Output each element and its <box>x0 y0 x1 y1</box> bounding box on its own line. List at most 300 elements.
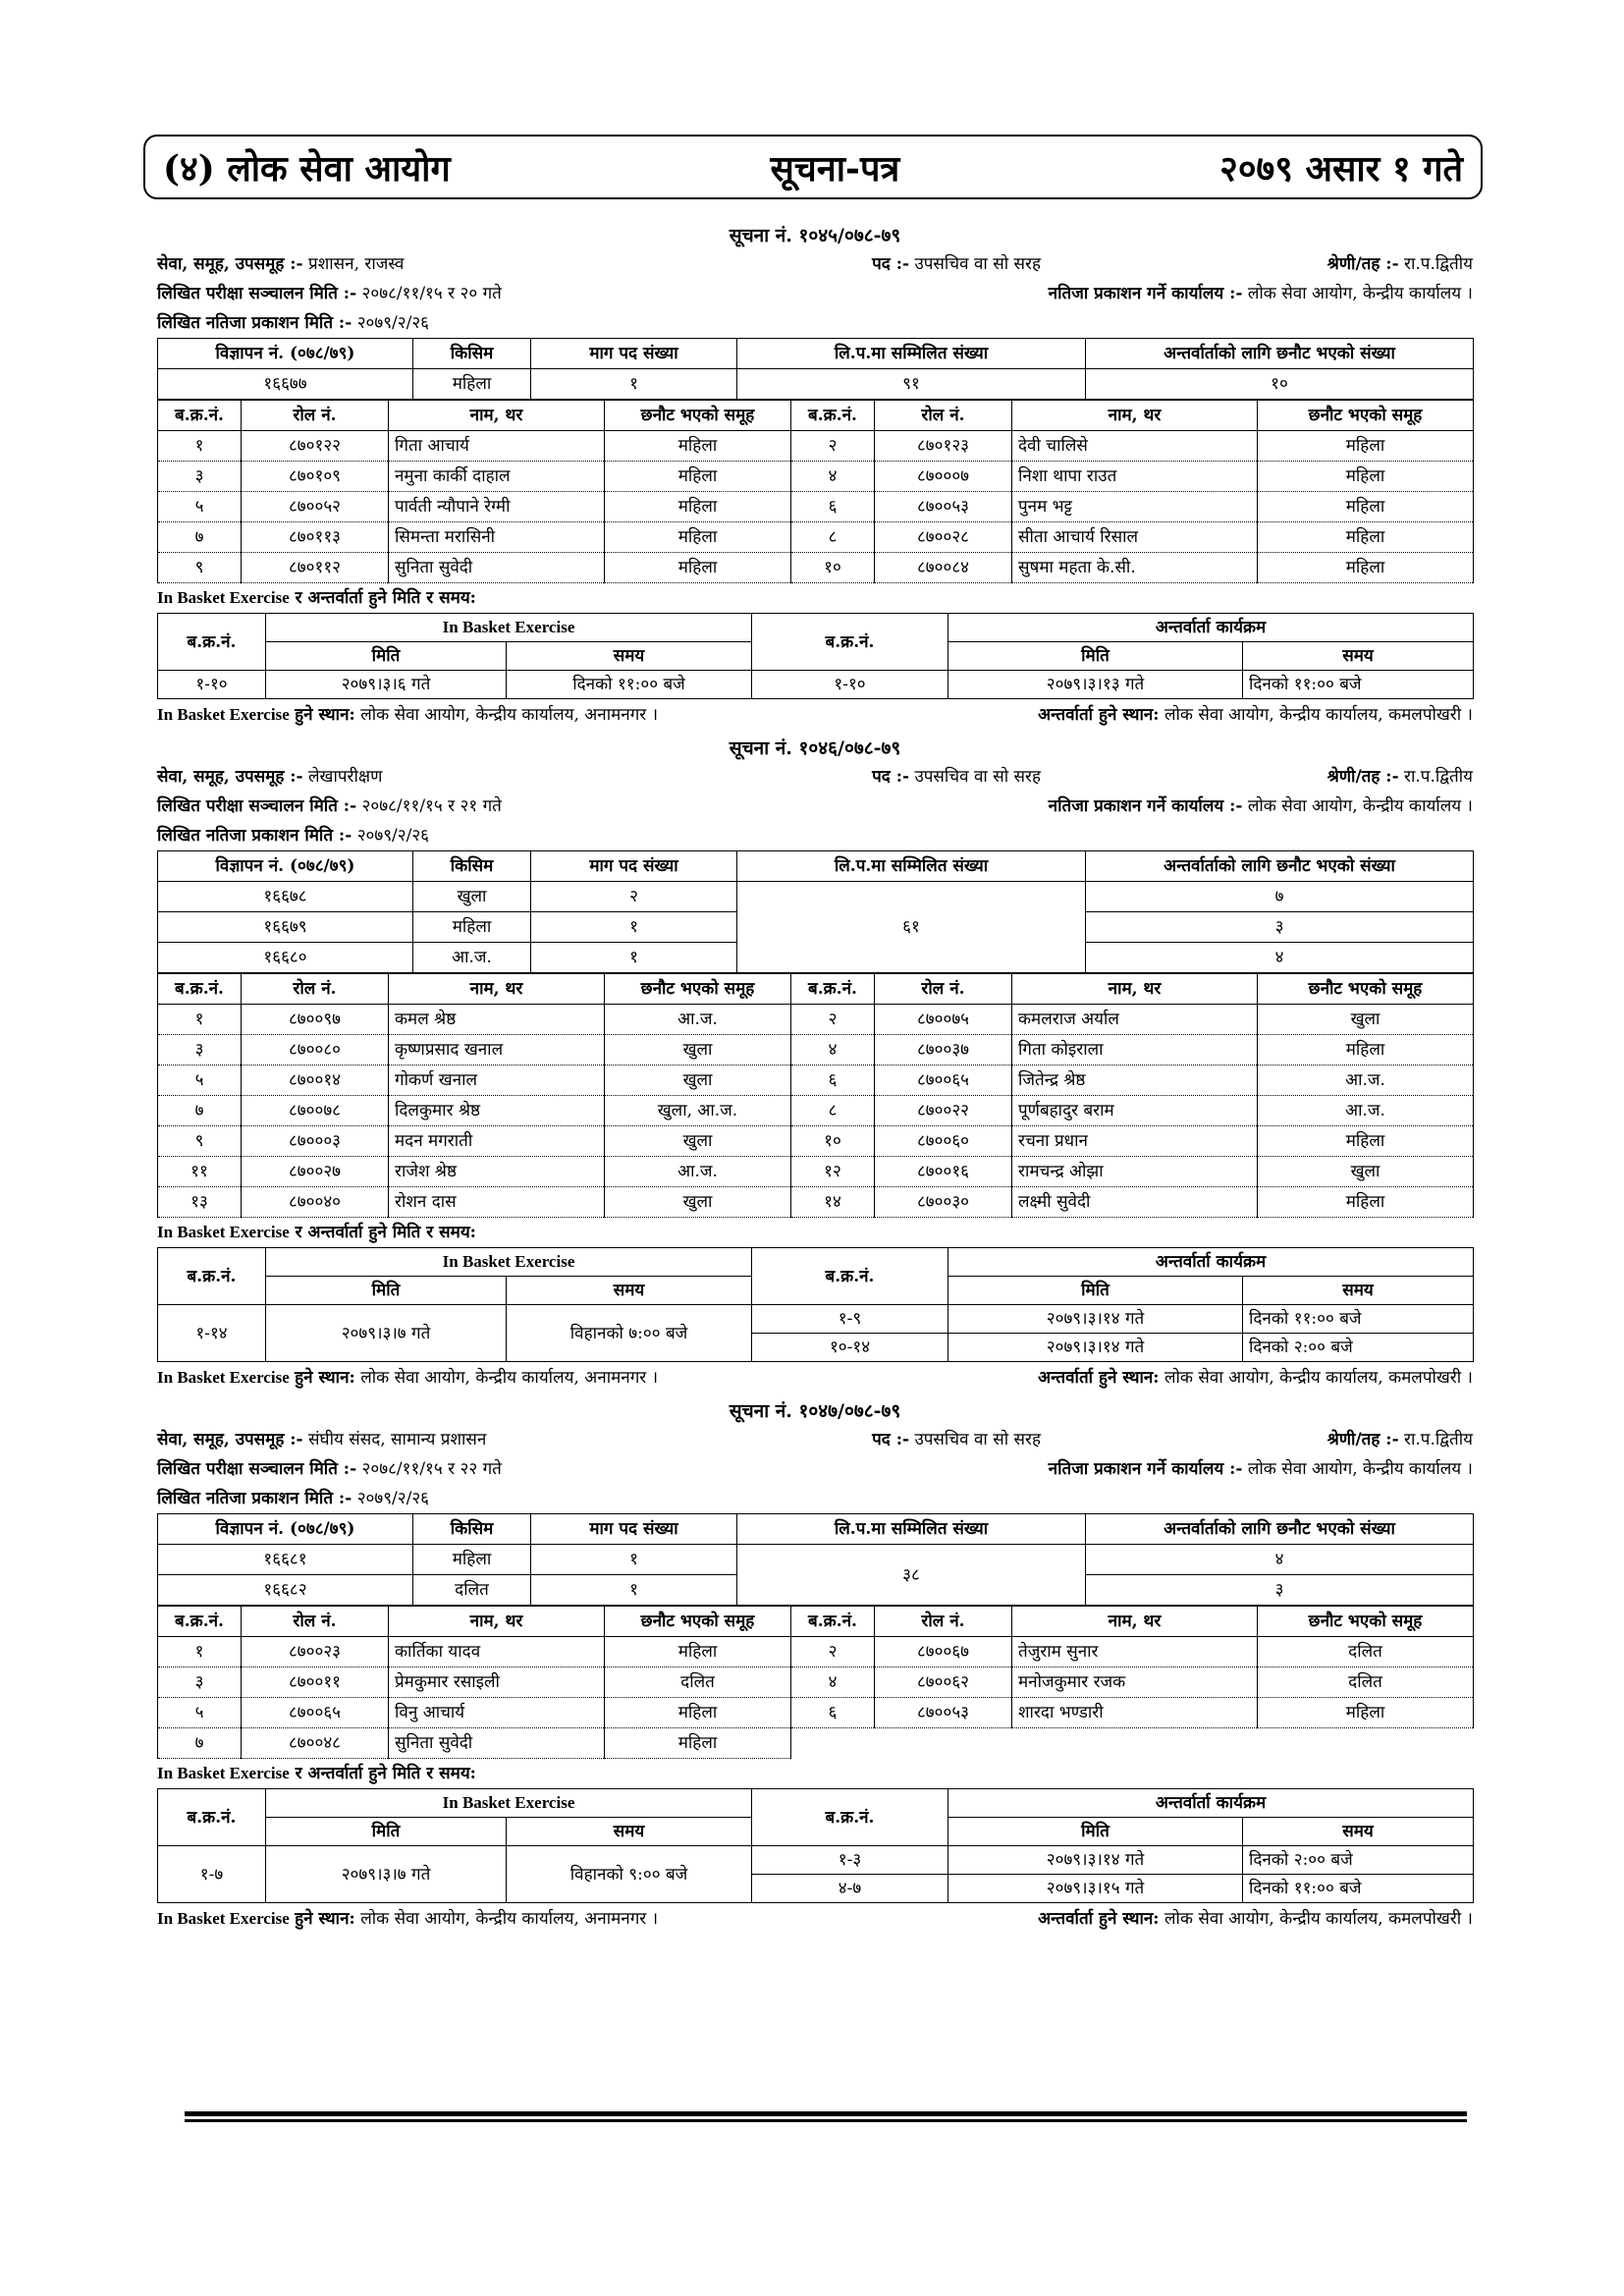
ibe-venue-value: लोक सेवा आयोग, केन्द्रीय कार्यालय, अनामनगर । <box>360 1368 659 1388</box>
schedule-heading-np: र अन्तर्वार्ता हुने मिति र समय: <box>295 588 476 608</box>
sn-col-header: ब.क्र.नं. <box>791 1607 875 1637</box>
candidate-name: प्रेमकुमार रसाइली <box>389 1667 605 1698</box>
footer-rule <box>185 2111 1467 2116</box>
candidate-sn: ७ <box>158 1728 242 1759</box>
selected-count: ७ <box>1086 882 1474 912</box>
candidate-sn: १ <box>158 431 242 462</box>
schedule-table <box>157 613 1474 699</box>
exam-row <box>157 279 1473 308</box>
notice <box>157 222 1473 731</box>
ibe-time-header: समय <box>507 1818 752 1846</box>
candidate-sn: ५ <box>158 492 242 522</box>
candidate-group: खुला <box>605 1187 791 1218</box>
ad-number: १६६७८ <box>158 882 413 912</box>
candidate-name: रोशन दास <box>389 1187 605 1218</box>
candidate-name: मनोजकुमार रजक <box>1012 1667 1258 1698</box>
selected-col-header: अन्तर्वार्ताको लागि छनौट भएको संख्या <box>1086 851 1474 882</box>
candidate-name: नमुना कार्की दाहाल <box>389 462 605 492</box>
interview-sn: १०-१४ <box>752 1334 948 1362</box>
schedule-heading-en: In Basket Exercise <box>157 1764 290 1782</box>
ibe-venue-label-en: In Basket Exercise <box>157 1909 290 1928</box>
ibe-sn: १-१० <box>158 671 266 699</box>
ad-number: १६६८० <box>158 943 413 973</box>
included-col-header: लि.प.मा सम्मिलित संख्या <box>737 1514 1086 1545</box>
name-col-header: नाम, थर <box>389 401 605 431</box>
office-value: लोक सेवा आयोग, केन्द्रीय कार्यालय । <box>1247 284 1473 303</box>
interview-time: दिनको ११:०० बजे <box>1243 1305 1474 1334</box>
ibe-venue-label-np: हुने स्थान: <box>295 1909 355 1929</box>
candidate-group: महिला <box>1258 492 1474 522</box>
roll-col-header: रोल नं. <box>875 401 1012 431</box>
result-date-label: लिखित नतिजा प्रकाशन मिति :- <box>157 1489 352 1508</box>
candidate-roll: ८७००१४ <box>242 1066 389 1096</box>
included-count: ३८ <box>737 1545 1086 1606</box>
included-count: ६१ <box>737 882 1086 973</box>
group-col-header: छनौट भएको समूह <box>605 401 791 431</box>
service-cell <box>157 762 668 792</box>
table-row <box>158 1187 1474 1218</box>
type-col-header: किसिम <box>413 1514 531 1545</box>
candidate-group: खुला <box>605 1126 791 1157</box>
service-value: लेखापरीक्षण <box>308 767 383 787</box>
ad-row <box>158 1545 1474 1575</box>
notice-number: सूचना नं. १०४६/०७८-७९ <box>729 738 901 759</box>
candidate-roll: ८७०१०९ <box>242 462 389 492</box>
candidate-table <box>157 973 1474 1218</box>
exam-date-cell <box>157 1454 502 1484</box>
selected-col-header: अन्तर्वार्ताको लागि छनौट भएको संख्या <box>1086 1514 1474 1545</box>
candidate-roll: ८७००६५ <box>875 1066 1012 1096</box>
candidate-name: कमल श्रेष्ठ <box>389 1005 605 1035</box>
exam-date-value: २०७८/११/१५ र २२ गते <box>361 1459 502 1479</box>
post-label: पद :- <box>872 254 910 274</box>
result-date-row <box>157 308 1473 338</box>
interview-time: दिनको २:०० बजे <box>1243 1334 1474 1362</box>
table-row <box>158 1667 1474 1698</box>
notices-container <box>157 222 1473 1939</box>
post-cell <box>668 1425 1100 1454</box>
interview-sn: १-९ <box>752 1305 948 1334</box>
candidate-group: महिला <box>605 1728 791 1759</box>
candidate-group: आ.ज. <box>1258 1066 1474 1096</box>
interview-sn: १-१० <box>752 671 948 699</box>
candidate-name: विनु आचार्य <box>389 1698 605 1728</box>
candidate-sn: ६ <box>791 1698 875 1728</box>
int-sn-header: ब.क्र.नं. <box>752 1789 948 1846</box>
table-row <box>158 1157 1474 1187</box>
candidate-roll: ८७०११३ <box>242 522 389 553</box>
candidate-sn: १० <box>791 553 875 583</box>
interview-date: २०७९।३।१४ गते <box>948 1305 1243 1334</box>
schedule-heading <box>157 1218 1473 1247</box>
ibe-date: २०७९।३।७ गते <box>266 1846 507 1903</box>
table-row <box>158 1066 1474 1096</box>
exam-date-value: २०७८/११/१५ र २० गते <box>361 284 502 303</box>
post-value: उपसचिव वा सो सरह <box>914 1430 1041 1449</box>
candidate-roll: ८७००४० <box>242 1187 389 1218</box>
candidate-name: शारदा भण्डारी <box>1012 1698 1258 1728</box>
ibe-header: In Basket Exercise <box>266 1248 752 1277</box>
candidate-header-row <box>158 401 1474 431</box>
ibe-sn: १-७ <box>158 1846 266 1903</box>
ibe-sn: १-१४ <box>158 1305 266 1362</box>
candidate-name: सीता आचार्य रिसाल <box>1012 522 1258 553</box>
office-value: लोक सेवा आयोग, केन्द्रीय कार्यालय । <box>1247 796 1473 816</box>
result-date-row <box>157 1484 1473 1513</box>
service-row <box>157 249 1473 279</box>
level-value: रा.प.द्वितीय <box>1404 1430 1473 1449</box>
candidate-name: कमलराज अर्याल <box>1012 1005 1258 1035</box>
post-cell <box>668 762 1100 792</box>
level-cell <box>1100 1425 1473 1454</box>
header-left: (४) लोक सेवा आयोग <box>163 147 451 190</box>
ibe-date: २०७९।३।६ गते <box>266 671 507 699</box>
candidate-name: पार्वती न्यौपाने रेग्मी <box>389 492 605 522</box>
candidate-name: पुनम भट्ट <box>1012 492 1258 522</box>
ibe-venue <box>157 699 658 731</box>
schedule-header-row <box>158 1789 1474 1818</box>
candidate-group: महिला <box>1258 1126 1474 1157</box>
candidate-roll: ८७०११२ <box>242 553 389 583</box>
ad-header-row <box>158 1514 1474 1545</box>
service-value: प्रशासन, राजस्व <box>308 254 405 274</box>
service-cell <box>157 249 668 279</box>
candidate-group: खुला, आ.ज. <box>605 1096 791 1126</box>
int-date-header: मिति <box>948 1818 1243 1846</box>
candidate-roll: ८७०१२२ <box>242 431 389 462</box>
candidate-sn: ४ <box>791 462 875 492</box>
result-date-label: लिखित नतिजा प्रकाशन मिति :- <box>157 313 352 333</box>
candidate-group: महिला <box>605 522 791 553</box>
schedule-table <box>157 1788 1474 1903</box>
candidate-name: पूर्णबहादुर बराम <box>1012 1096 1258 1126</box>
demand-col-header: माग पद संख्या <box>531 1514 737 1545</box>
roll-col-header: रोल नं. <box>242 974 389 1005</box>
advertisement-table <box>157 1513 1474 1606</box>
included-col-header: लि.प.मा सम्मिलित संख्या <box>737 339 1086 369</box>
candidate-name: राजेश श्रेष्ठ <box>389 1157 605 1187</box>
candidate-group: महिला <box>1258 1698 1474 1728</box>
sched-sn-header: ब.क्र.नं. <box>158 1248 266 1305</box>
candidate-name: गिता आचार्य <box>389 431 605 462</box>
candidate-name: सिमन्ता मरासिनी <box>389 522 605 553</box>
candidate-header-row <box>158 1607 1474 1637</box>
int-time-header: समय <box>1243 1277 1474 1305</box>
selected-count: १० <box>1086 369 1474 400</box>
venue-row <box>157 699 1473 731</box>
table-row <box>158 522 1474 553</box>
candidate-sn: २ <box>791 1637 875 1667</box>
candidate-name: गोकर्ण खनाल <box>389 1066 605 1096</box>
int-time-header: समय <box>1243 1818 1474 1846</box>
included-count: ९१ <box>737 369 1086 400</box>
candidate-sn: ११ <box>158 1157 242 1187</box>
office-label: नतिजा प्रकाशन गर्ने कार्यालय :- <box>1048 284 1243 303</box>
service-row <box>157 1425 1473 1454</box>
candidate-sn: ३ <box>158 1035 242 1066</box>
exam-date-value: २०७८/११/१५ र २१ गते <box>361 796 502 816</box>
exam-date-cell <box>157 279 502 308</box>
ibe-date-header: मिति <box>266 642 507 671</box>
selected-col-header: अन्तर्वार्ताको लागि छनौट भएको संख्या <box>1086 339 1474 369</box>
empty-cell <box>791 1728 1474 1759</box>
candidate-name: दिलकुमार श्रेष्ठ <box>389 1096 605 1126</box>
ad-type: महिला <box>413 1545 531 1575</box>
candidate-group: आ.ज. <box>605 1157 791 1187</box>
ad-header-row <box>158 339 1474 369</box>
interview-header: अन्तर्वार्ता कार्यक्रम <box>948 614 1474 642</box>
table-row <box>158 462 1474 492</box>
sn-col-header: ब.क्र.नं. <box>791 974 875 1005</box>
schedule-heading-en: In Basket Exercise <box>157 588 290 607</box>
candidate-roll: ८७००६२ <box>875 1667 1012 1698</box>
candidate-group: आ.ज. <box>605 1005 791 1035</box>
candidate-name: निशा थापा राउत <box>1012 462 1258 492</box>
interview-date: २०७९।३।१५ गते <box>948 1875 1243 1903</box>
interview-time: दिनको २:०० बजे <box>1243 1846 1474 1875</box>
candidate-roll: ८७००६७ <box>875 1637 1012 1667</box>
ibe-time: विहानको ७:०० बजे <box>507 1305 752 1362</box>
service-row <box>157 762 1473 792</box>
office-label: नतिजा प्रकाशन गर्ने कार्यालय :- <box>1048 796 1243 816</box>
schedule-header-row <box>158 1248 1474 1277</box>
selected-count: ३ <box>1086 912 1474 943</box>
candidate-sn: १० <box>791 1126 875 1157</box>
candidate-group: महिला <box>1258 522 1474 553</box>
office-cell <box>1049 792 1473 821</box>
ibe-time: दिनको ११:०० बजे <box>507 671 752 699</box>
sched-sn-header: ब.क्र.नं. <box>158 614 266 671</box>
candidate-sn: ३ <box>158 1667 242 1698</box>
candidate-name: सुषमा महता के.सी. <box>1012 553 1258 583</box>
candidate-roll: ८७००५३ <box>875 1698 1012 1728</box>
candidate-sn: ९ <box>158 1126 242 1157</box>
candidate-sn: २ <box>791 431 875 462</box>
candidate-roll: ८७००८४ <box>875 553 1012 583</box>
ibe-venue <box>157 1362 658 1394</box>
candidate-name: जितेन्द्र श्रेष्ठ <box>1012 1066 1258 1096</box>
ad-row <box>158 369 1474 400</box>
level-label: श्रेणी/तह :- <box>1326 767 1399 787</box>
office-cell <box>1049 1454 1473 1484</box>
candidate-name: सुनिता सुवेदी <box>389 553 605 583</box>
sched-sn-header: ब.क्र.नं. <box>158 1789 266 1846</box>
ibe-time-header: समय <box>507 1277 752 1305</box>
candidate-group: दलित <box>605 1667 791 1698</box>
group-col-header: छनौट भएको समूह <box>605 974 791 1005</box>
interview-date: २०७९।३।१४ गते <box>948 1846 1243 1875</box>
ibe-header: In Basket Exercise <box>266 614 752 642</box>
interview-sn: ४-७ <box>752 1875 948 1903</box>
candidate-group: खुला <box>605 1035 791 1066</box>
candidate-sn: २ <box>791 1005 875 1035</box>
candidate-roll: ८७०००७ <box>875 462 1012 492</box>
group-col-header: छनौट भएको समूह <box>1258 401 1474 431</box>
candidate-group: महिला <box>605 1637 791 1667</box>
name-col-header: नाम, थर <box>1012 1607 1258 1637</box>
interview-venue-value: लोक सेवा आयोग, केन्द्रीय कार्यालय, कमलपोखरी । <box>1164 705 1473 725</box>
candidate-roll: ८७०००३ <box>242 1126 389 1157</box>
schedule-heading-np: र अन्तर्वार्ता हुने मिति र समय: <box>295 1764 476 1783</box>
int-sn-header: ब.क्र.नं. <box>752 614 948 671</box>
candidate-table <box>157 400 1474 583</box>
name-col-header: नाम, थर <box>389 974 605 1005</box>
table-row <box>158 431 1474 462</box>
table-row <box>158 1698 1474 1728</box>
candidate-group: महिला <box>1258 462 1474 492</box>
candidate-group: महिला <box>605 462 791 492</box>
included-col-header: लि.प.मा सम्मिलित संख्या <box>737 851 1086 882</box>
candidate-roll: ८७००२३ <box>242 1637 389 1667</box>
service-label: सेवा, समूह, उपसमूह :- <box>157 1430 303 1449</box>
office-cell <box>1049 279 1473 308</box>
exam-date-label: लिखित परीक्षा सञ्चालन मिति :- <box>157 284 357 303</box>
advertisement-table <box>157 850 1474 973</box>
candidate-name: तेजुराम सुनार <box>1012 1637 1258 1667</box>
ibe-venue-label-en: In Basket Exercise <box>157 1368 290 1387</box>
int-date-header: मिति <box>948 1277 1243 1305</box>
candidate-name: रचना प्रधान <box>1012 1126 1258 1157</box>
candidate-roll: ८७००९७ <box>242 1005 389 1035</box>
candidate-roll: ८७००११ <box>242 1667 389 1698</box>
table-row <box>158 1096 1474 1126</box>
candidate-header-row <box>158 974 1474 1005</box>
int-sn-header: ब.क्र.नं. <box>752 1248 948 1305</box>
group-col-header: छनौट भएको समूह <box>1258 974 1474 1005</box>
candidate-roll: ८७००८० <box>242 1035 389 1066</box>
candidate-roll: ८७००५३ <box>875 492 1012 522</box>
candidate-group: आ.ज. <box>1258 1096 1474 1126</box>
candidate-sn: ८ <box>791 1096 875 1126</box>
interview-time: दिनको ११:०० बजे <box>1243 1875 1474 1903</box>
service-value: संघीय संसद, सामान्य प्रशासन <box>308 1430 487 1449</box>
int-time-header: समय <box>1243 642 1474 671</box>
venue-row <box>157 1903 1473 1935</box>
ibe-date: २०७९।३।७ गते <box>266 1305 507 1362</box>
schedule-heading-en: In Basket Exercise <box>157 1223 290 1241</box>
demand-col-header: माग पद संख्या <box>531 339 737 369</box>
candidate-table <box>157 1606 1474 1759</box>
office-value: लोक सेवा आयोग, केन्द्रीय कार्यालय । <box>1247 1459 1473 1479</box>
name-col-header: नाम, थर <box>389 1607 605 1637</box>
notice-number: सूचना नं. १०४५/०७८-७९ <box>729 225 901 246</box>
ad-demand: १ <box>531 1575 737 1606</box>
ad-demand: १ <box>531 369 737 400</box>
interview-venue <box>1038 1362 1473 1394</box>
notice-number: सूचना नं. १०४७/०७८-७९ <box>729 1400 901 1422</box>
candidate-sn: १३ <box>158 1187 242 1218</box>
ad-col-header: विज्ञापन नं. (०७८/७९) <box>158 1514 413 1545</box>
candidate-name: कृष्णप्रसाद खनाल <box>389 1035 605 1066</box>
header-title: सूचना-पत्र <box>770 147 900 190</box>
ad-type: महिला <box>413 912 531 943</box>
candidate-sn: ४ <box>791 1667 875 1698</box>
schedule-heading-np: र अन्तर्वार्ता हुने मिति र समय: <box>295 1223 476 1242</box>
roll-col-header: रोल नं. <box>242 401 389 431</box>
candidate-sn: १२ <box>791 1157 875 1187</box>
candidate-group: महिला <box>605 553 791 583</box>
candidate-sn: ७ <box>158 522 242 553</box>
exam-date-label: लिखित परीक्षा सञ्चालन मिति :- <box>157 796 357 816</box>
result-date-value: २०७९/२/२६ <box>356 826 430 846</box>
candidate-name: देवी चालिसे <box>1012 431 1258 462</box>
interview-venue <box>1038 699 1473 731</box>
candidate-name: मदन मगराती <box>389 1126 605 1157</box>
table-row <box>158 1035 1474 1066</box>
candidate-roll: ८७००२२ <box>875 1096 1012 1126</box>
candidate-name: कार्तिका यादव <box>389 1637 605 1667</box>
level-value: रा.प.द्वितीय <box>1404 254 1473 274</box>
schedule-heading <box>157 1759 1473 1788</box>
result-date-value: २०७९/२/२६ <box>356 1489 430 1508</box>
candidate-group: खुला <box>1258 1157 1474 1187</box>
level-cell <box>1100 762 1473 792</box>
candidate-sn: ६ <box>791 492 875 522</box>
schedule-row <box>158 1305 1474 1334</box>
selected-count: ३ <box>1086 1575 1474 1606</box>
ibe-header: In Basket Exercise <box>266 1789 752 1818</box>
page-header <box>143 135 1483 199</box>
level-label: श्रेणी/तह :- <box>1326 254 1399 274</box>
ad-demand: २ <box>531 882 737 912</box>
candidate-group: महिला <box>1258 431 1474 462</box>
ibe-time: विहानको ९:०० बजे <box>507 1846 752 1903</box>
ad-number: १६६८२ <box>158 1575 413 1606</box>
ad-demand: १ <box>531 1545 737 1575</box>
candidate-roll: ८७००२७ <box>242 1157 389 1187</box>
exam-date-cell <box>157 792 502 821</box>
exam-row <box>157 1454 1473 1484</box>
header-date: २०७९ असार १ गते <box>1219 147 1463 190</box>
schedule-row <box>158 671 1474 699</box>
table-row <box>158 1005 1474 1035</box>
candidate-sn: ९ <box>158 553 242 583</box>
table-row <box>158 553 1474 583</box>
candidate-sn: ५ <box>158 1698 242 1728</box>
candidate-sn: ४ <box>791 1035 875 1066</box>
interview-date: २०७९।३।१३ गते <box>948 671 1243 699</box>
type-col-header: किसिम <box>413 339 531 369</box>
post-cell <box>668 249 1100 279</box>
schedule-heading <box>157 583 1473 613</box>
name-col-header: नाम, थर <box>1012 974 1258 1005</box>
candidate-roll: ८७००७८ <box>242 1096 389 1126</box>
interview-venue-value: लोक सेवा आयोग, केन्द्रीय कार्यालय, कमलपोखरी । <box>1164 1909 1473 1929</box>
candidate-name: सुनिता सुवेदी <box>389 1728 605 1759</box>
candidate-group: महिला <box>1258 1187 1474 1218</box>
candidate-roll: ८७००४८ <box>242 1728 389 1759</box>
selected-count: ४ <box>1086 1545 1474 1575</box>
candidate-group: दलित <box>1258 1667 1474 1698</box>
service-label: सेवा, समूह, उपसमूह :- <box>157 767 303 787</box>
interview-time: दिनको ११:०० बजे <box>1243 671 1474 699</box>
notice <box>157 1397 1473 1935</box>
ad-number: १६६७७ <box>158 369 413 400</box>
office-label: नतिजा प्रकाशन गर्ने कार्यालय :- <box>1048 1459 1243 1479</box>
ad-number: १६६८१ <box>158 1545 413 1575</box>
type-col-header: किसिम <box>413 851 531 882</box>
candidate-name: गिता कोइराला <box>1012 1035 1258 1066</box>
table-row <box>158 1728 1474 1759</box>
candidate-roll: ८७०१२३ <box>875 431 1012 462</box>
candidate-name: रामचन्द्र ओझा <box>1012 1157 1258 1187</box>
interview-venue <box>1038 1903 1473 1935</box>
candidate-roll: ८७००३७ <box>875 1035 1012 1066</box>
candidate-sn: १ <box>158 1637 242 1667</box>
ibe-date-header: मिति <box>266 1818 507 1846</box>
candidate-group: महिला <box>605 492 791 522</box>
ad-header-row <box>158 851 1474 882</box>
